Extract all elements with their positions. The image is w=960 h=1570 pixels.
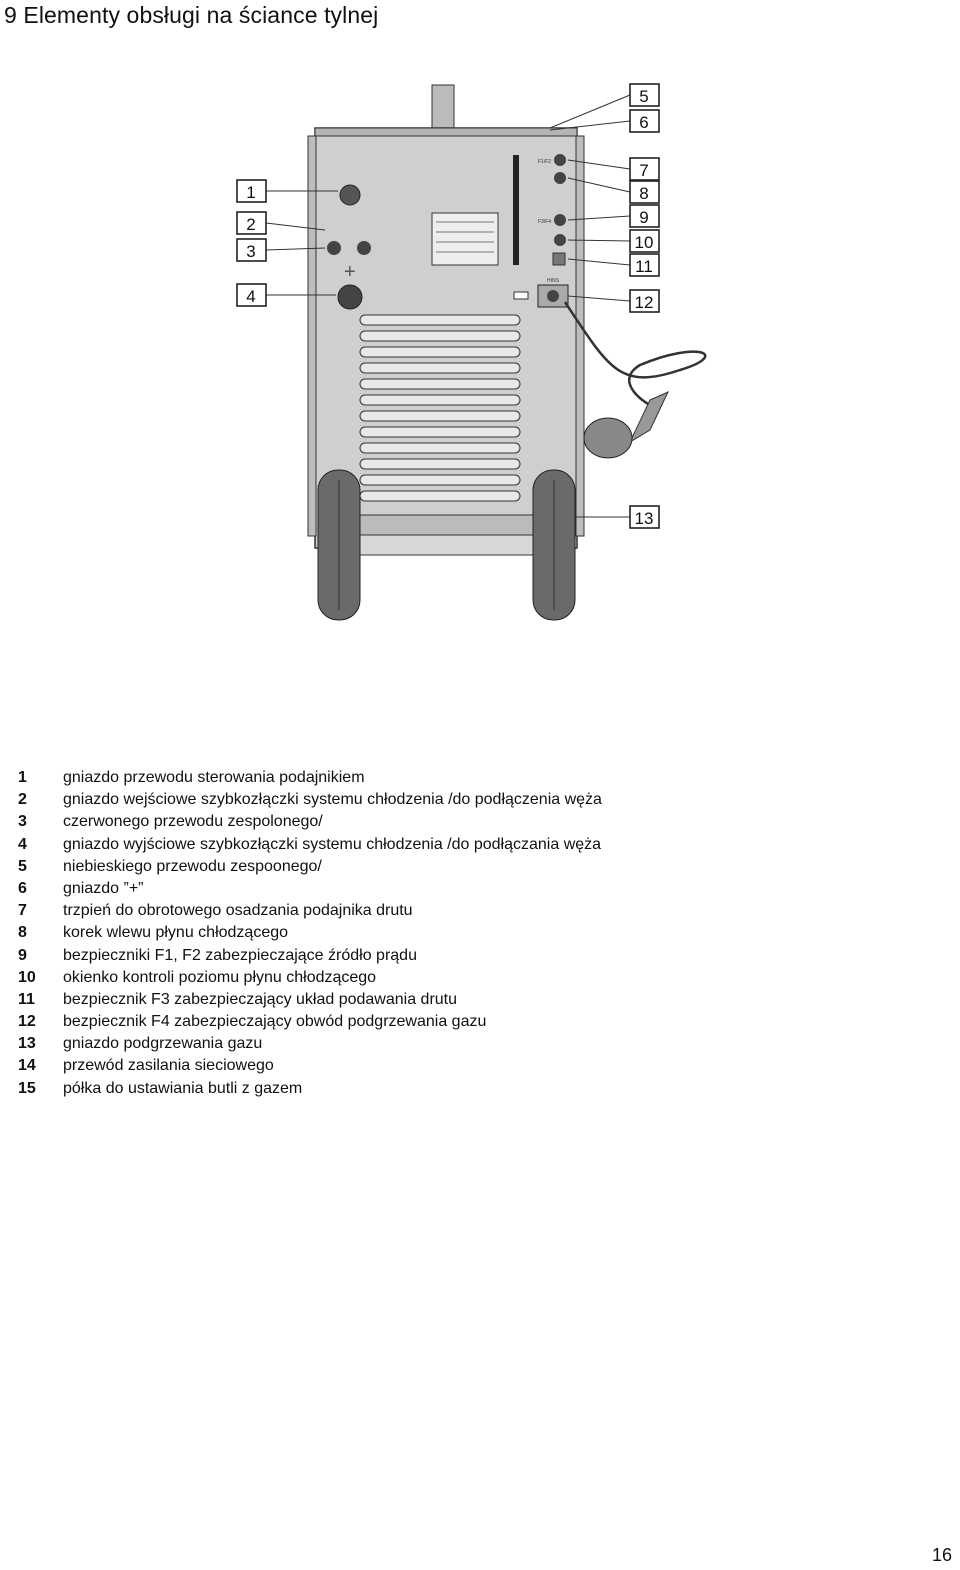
svg-text:5: 5 [639,87,649,106]
coolant-window-shape [513,155,519,265]
callout-2 [237,212,266,234]
legend-text: gniazdo wyjściowe szybkozłączki systemu chłodzenia /do podłączania węża [63,835,602,853]
legend-number: 7 [18,902,27,920]
callout-8 [630,181,659,203]
fuse1-label: F1/F2 [538,159,552,165]
legend-item [18,922,602,944]
rear-panel-figure [220,70,740,630]
legend-item [18,767,602,789]
legend-number: 2 [18,791,27,809]
legend-text: okienko kontroli poziomu płynu chłodzącego [63,968,377,986]
svg-text:+: + [344,261,356,283]
legend-item [18,989,602,1011]
heater-plug-shape [584,418,632,458]
legend-text: bezpiecznik F3 zabezpieczający układ podawania drutu [63,990,458,1008]
callout-5 [630,84,659,106]
coolant-out-shape [357,241,371,255]
legend-text: gniazdo wejściowe szybkozłączki systemu chłodzenia /do podłączenia węża [63,791,602,809]
callout-13 [630,506,659,528]
legend-number: 11 [18,990,35,1008]
legend-number: 15 [18,1079,36,1097]
heater-cable-shape [565,302,705,405]
fuse2-label: F3/F4 [538,219,552,225]
svg-text:1: 1 [246,183,256,202]
legend-text: bezpieczniki F1, F2 zabezpieczające źródło prądu [63,946,417,964]
legend-text: niebieskiego przewodu zespoonego/ [63,857,322,875]
legend-number: 9 [18,946,27,964]
coolant-in-shape [327,241,341,255]
svg-text:4: 4 [246,287,256,306]
legend-item [18,900,602,922]
rear-panel-drawing [220,70,740,630]
legend-text: półka do ustawiania butli z gazem [63,1079,303,1097]
legend-item [18,834,602,856]
callout-7 [630,158,659,180]
legend-number: 4 [18,835,27,853]
legend-item [18,1055,602,1077]
legend-number: 5 [18,857,27,875]
callout-12 [630,290,659,312]
page-number: 16 [931,1545,952,1565]
svg-text:7: 7 [639,161,649,180]
svg-text:10: 10 [634,233,654,252]
callout-6 [630,110,659,132]
legend-number: 6 [18,879,27,897]
legend-text: gniazdo podgrzewania gazu [63,1035,263,1053]
legend-item [18,856,602,878]
svg-text:13: 13 [634,509,654,528]
callout-10 [630,230,659,252]
control-socket-shape [340,185,360,205]
svg-text:11: 11 [635,257,653,276]
legend-text: czerwonego przewodu zespolonego/ [63,813,323,831]
legend-number: 3 [18,813,27,831]
svg-text:3: 3 [246,242,256,261]
callout-11 [630,254,659,276]
svg-text:6: 6 [639,113,649,132]
legend-item [18,789,602,811]
svg-text:9: 9 [639,208,649,227]
legend-text: gniazdo przewodu sterowania podajnikiem [63,769,365,786]
legend-number: 1 [18,769,27,786]
legend-item [18,945,602,967]
callout-3 [237,239,266,261]
legend-item [18,811,602,833]
legend-text: bezpiecznik F4 zabezpieczający obwód podgrzewania gazu [63,1013,487,1031]
page-title: 9 Elementy obsługi na ściance tylnej [4,2,379,28]
svg-text:12: 12 [634,293,654,312]
callout-9 [630,205,659,227]
plus-socket-shape [338,285,362,309]
legend-number: 10 [18,968,36,986]
rating-plate [432,213,498,265]
legend-text: trzpień do obrotowego osadzania podajnika drutu [63,902,413,920]
callout-4 [237,284,266,306]
callout-1 [237,180,266,202]
legend-item [18,1033,602,1055]
svg-text:8: 8 [639,184,649,203]
legend-number: 12 [18,1013,36,1031]
legend-item [18,1078,602,1100]
legend-item [18,1011,602,1033]
legend-item [18,878,602,900]
legend-item [18,967,602,989]
legend-number: 14 [18,1057,36,1075]
legend-text: przewód zasilania sieciowego [63,1057,274,1075]
legend-number: 13 [18,1035,36,1053]
socket-label: HINS [547,278,559,284]
svg-text:2: 2 [246,215,256,234]
legend-number: 8 [18,924,27,942]
legend-list [18,767,602,1100]
legend-text: gniazdo ”+” [63,879,144,897]
legend-text: korek wlewu płynu chłodzącego [63,924,289,942]
